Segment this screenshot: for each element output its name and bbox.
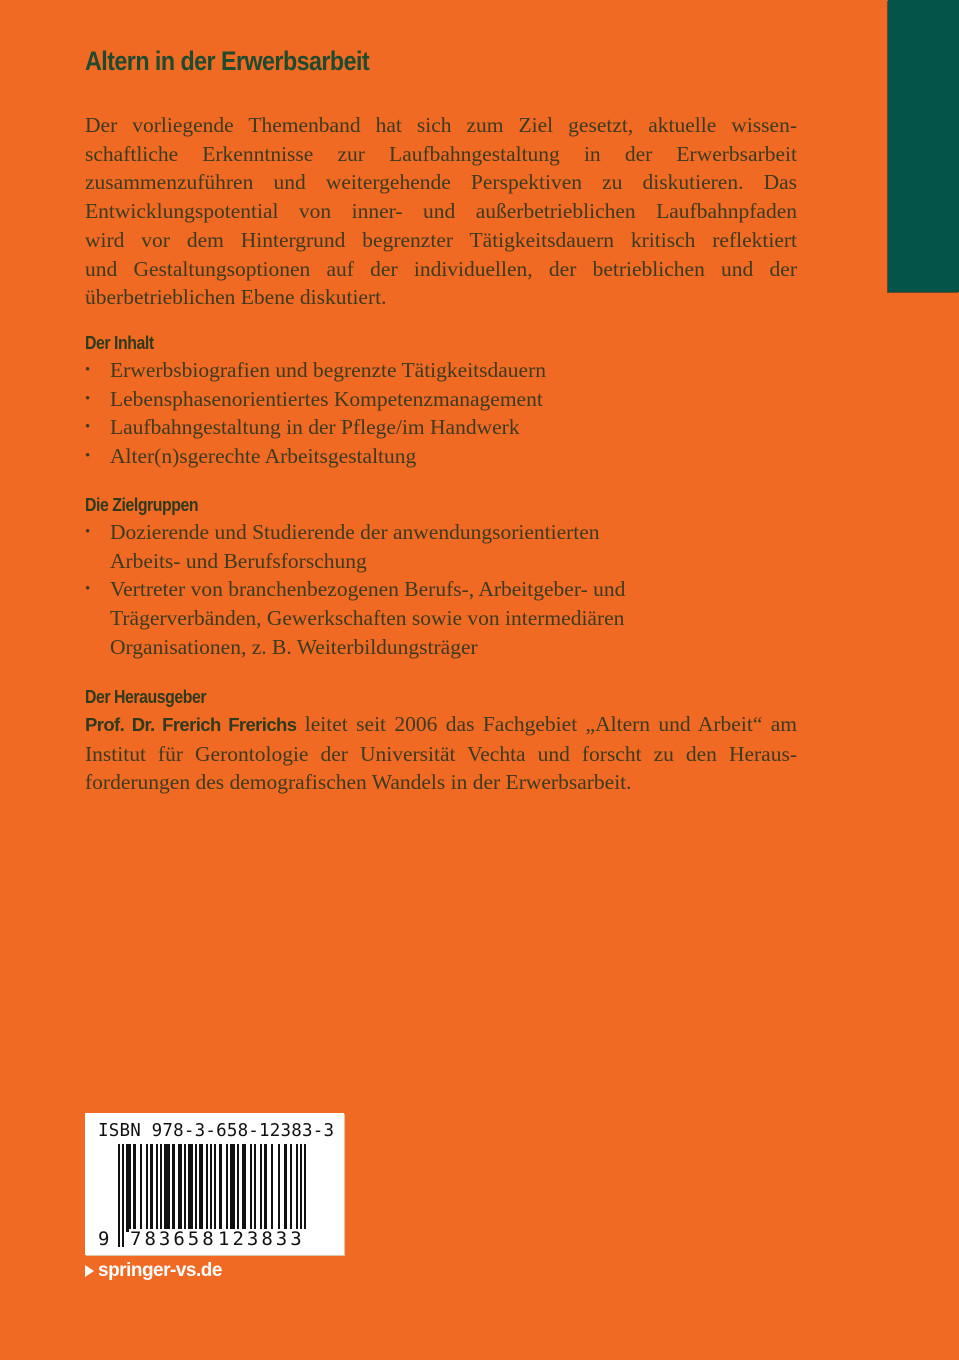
description-line: schaftliche Erkenntnisse zur Laufbahngestaltung in der Erwerbsarbeit: [85, 141, 797, 166]
contents-heading: Der Inhalt: [85, 333, 154, 353]
play-triangle-icon: [85, 1265, 94, 1277]
isbn-barcode: [85, 1113, 344, 1255]
editor-heading: Der Herausgeber: [85, 687, 207, 707]
description-line: und Gestaltungsoptionen auf der individuellen, der betrieblichen und der: [85, 256, 797, 281]
contents-list: [85, 356, 805, 471]
audience-item: • Dozierende und Studierende der anwendungsorientierten Arbeits- und Berufsforschung: [85, 520, 600, 573]
editor-name: Prof. Dr. Frerich Frerichs: [85, 714, 297, 735]
contents-item: • Alter(n)sgerechte Arbeitsgestaltung: [85, 442, 805, 471]
contents-item: • Erwerbsbiografien und begrenzte Tätigkeitsdauern: [85, 356, 805, 385]
isbn-label: ISBN 978-3-658-12383-3: [98, 1121, 335, 1141]
audience-item: • Vertreter von branchenbezogenen Berufs-, Arbeitgeber- und Trägerverbänden, Gewerkschaften sowie von intermediären Organisationen, z. B. Weiterbildungsträger: [85, 577, 626, 659]
book-title: Altern in der Erwerbsarbeit: [85, 46, 370, 76]
description-line: überbetrieblichen Ebene diskutiert.: [85, 285, 387, 310]
bullet-icon: •: [85, 362, 91, 378]
book-description: [85, 111, 797, 312]
audience-section: [85, 493, 805, 662]
description-line: wird vor dem Hintergrund begrenzter Tätigkeitsdauern kritisch reflektiert: [85, 227, 797, 252]
publisher-website-link[interactable]: [85, 1260, 222, 1282]
contents-item: • Laufbahngestaltung in der Pflege/im Handwerk: [85, 413, 805, 442]
bullet-icon: •: [85, 581, 91, 598]
bullet-icon: •: [85, 524, 91, 540]
accent-band: [888, 0, 959, 292]
bullet-icon: •: [85, 390, 91, 407]
editor-section: [85, 685, 805, 797]
contents-section: [85, 331, 805, 471]
barcode-right-digits: 123833: [218, 1228, 305, 1250]
description-line: Entwicklungspotential von inner- und außerbetrieblichen Laufbahnpfaden: [85, 199, 797, 224]
description-line: zusammenzuführen und weitergehende Perspektiven zu diskutieren. Das: [85, 170, 797, 195]
website-label: springer-vs.de: [98, 1260, 222, 1281]
bullet-icon: •: [85, 419, 91, 436]
barcode-left-digits: 783658: [130, 1228, 217, 1250]
audience-list: [85, 518, 805, 662]
description-line: Der vorliegende Themenband hat sich zum Ziel gesetzt, aktuelle wissen-: [85, 113, 797, 137]
barcode-lead-digit: 9: [98, 1228, 113, 1250]
bullet-icon: •: [85, 448, 91, 465]
audience-heading: Die Zielgruppen: [85, 495, 199, 515]
editor-bio: Prof. Dr. Frerich Frerichs leitet seit 2006 das Fachgebiet „Altern und Arbeit“ am Institut für Gerontologie der Universität Vechta und forscht zu den Heraus- forderungen des demografischen Wandels in der Erwerbsarbeit.: [85, 712, 797, 795]
contents-item: • Lebensphasenorientiertes Kompetenzmanagement: [85, 385, 805, 414]
